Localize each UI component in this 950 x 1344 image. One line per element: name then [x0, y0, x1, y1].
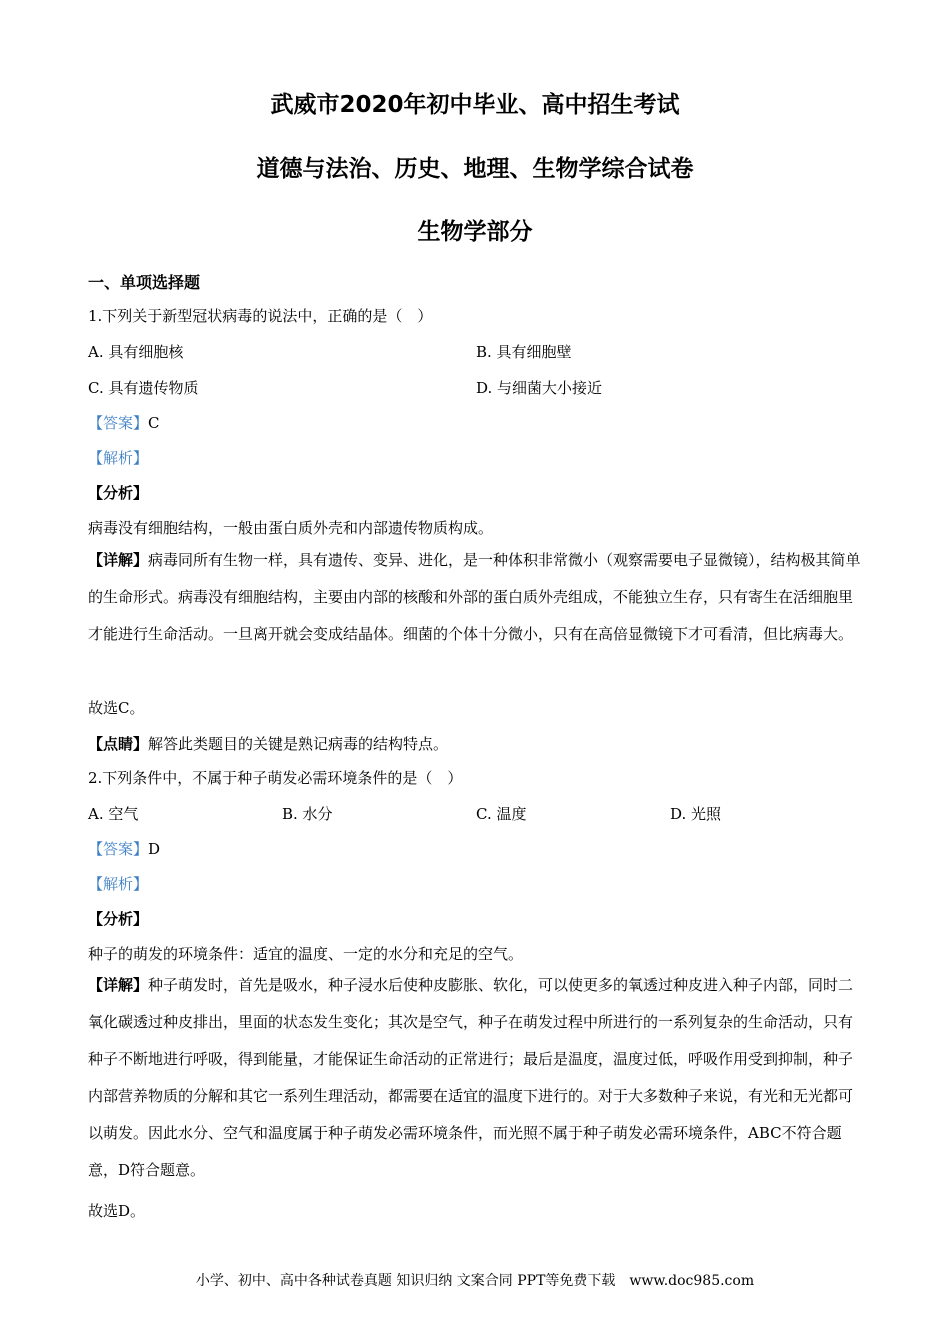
- q1-dianjing: [88, 733, 448, 754]
- detail-text: 种子萌发时，首先是吸水，种子浸水后使种皮膨胀、软化，可以使更多的氧透过种皮进入种子内部，同时二氧化碳透过种皮排出，里面的状态发生变化；其次是空气，种子在萌发过程中所进行的一系列复杂的生命活动，只有种子不断地进行呼吸，得到能量，才能保证生命活动的正常进行；最后是温度，温度过低，呼吸作用受到抑制，种子内部营养物质的分解和其它一系列生理活动，都需要在适宜的温度下进行的。对于大多数种子来说，有光和无光都可以萌发。因此水分、空气和温度属于种子萌发必需环境条件，而光照不属于种子萌发必需环境条件，ABC不符合题意，D符合题意。: [88, 976, 854, 1179]
- q1-choose: 故选C。: [88, 699, 145, 717]
- q2-option-a: A. 空气: [88, 805, 139, 823]
- q2-fenxi-text: 种子的萌发的环境条件：适宜的温度、一定的水分和充足的空气。: [88, 945, 524, 963]
- q1-fenxi-tag: 【分析】: [88, 484, 149, 502]
- q2-detail: [88, 967, 866, 1189]
- q2-option-c: C. 温度: [476, 805, 527, 823]
- detail-text: 病毒同所有生物一样，具有遗传、变异、进化，是一种体积非常微小（观察需要电子显微镜），结构极其简单的生命形式。病毒没有细胞结构，主要由内部的核酸和外部的蛋白质外壳组成，不能独立生存，只有寄生在活细胞里才能进行生命活动。一旦离开就会变成结晶体。细菌的个体十分微小，只有在高倍显微镜下才可看清，但比病毒大。: [88, 551, 861, 643]
- section-heading: 一、单项选择题: [88, 273, 201, 292]
- answer-tag: 【答案】: [88, 840, 149, 858]
- answer-value: C: [148, 414, 160, 432]
- q2-fenxi-tag: 【分析】: [88, 910, 149, 928]
- exam-subtitle: 道德与法治、历史、地理、生物学综合试卷: [256, 156, 694, 182]
- detail-tag: 【详解】: [88, 551, 149, 569]
- q2-choose: 故选D。: [88, 1202, 146, 1220]
- q1-option-c: C. 具有遗传物质: [88, 379, 199, 397]
- q1-option-a: A. 具有细胞核: [88, 343, 184, 361]
- q2-option-b: B. 水分: [282, 805, 333, 823]
- q1-fenxi-text: 病毒没有细胞结构，一般由蛋白质外壳和内部遗传物质构成。: [88, 519, 494, 537]
- section-subject-title: 生物学部分: [417, 219, 533, 245]
- page-footer: 小学、初中、高中各种试卷真题 知识归纳 文案合同 PPT等免费下载 www.doc985.com: [195, 1273, 755, 1289]
- answer-value: D: [148, 840, 161, 858]
- q1-option-d: D. 与细菌大小接近: [476, 379, 603, 397]
- q1-detail: [88, 542, 866, 653]
- question-1-stem: 1.下列关于新型冠状病毒的说法中，正确的是（ ）: [88, 307, 433, 325]
- q2-option-d: D. 光照: [670, 805, 722, 823]
- exam-title: 武威市2020年初中毕业、高中招生考试: [270, 92, 680, 118]
- answer-tag: 【答案】: [88, 414, 149, 432]
- question-2-stem: 2.下列条件中，不属于种子萌发必需环境条件的是（ ）: [88, 769, 463, 787]
- q1-answer: [88, 412, 160, 433]
- q2-analysis-tag: 【解析】: [88, 875, 149, 893]
- dianjing-text: 解答此类题目的关键是熟记病毒的结构特点。: [148, 735, 449, 753]
- q1-analysis-tag: 【解析】: [88, 449, 149, 467]
- q1-option-b: B. 具有细胞壁: [476, 343, 572, 361]
- dianjing-tag: 【点睛】: [88, 735, 149, 753]
- q2-answer: [88, 838, 160, 859]
- detail-tag: 【详解】: [88, 976, 149, 994]
